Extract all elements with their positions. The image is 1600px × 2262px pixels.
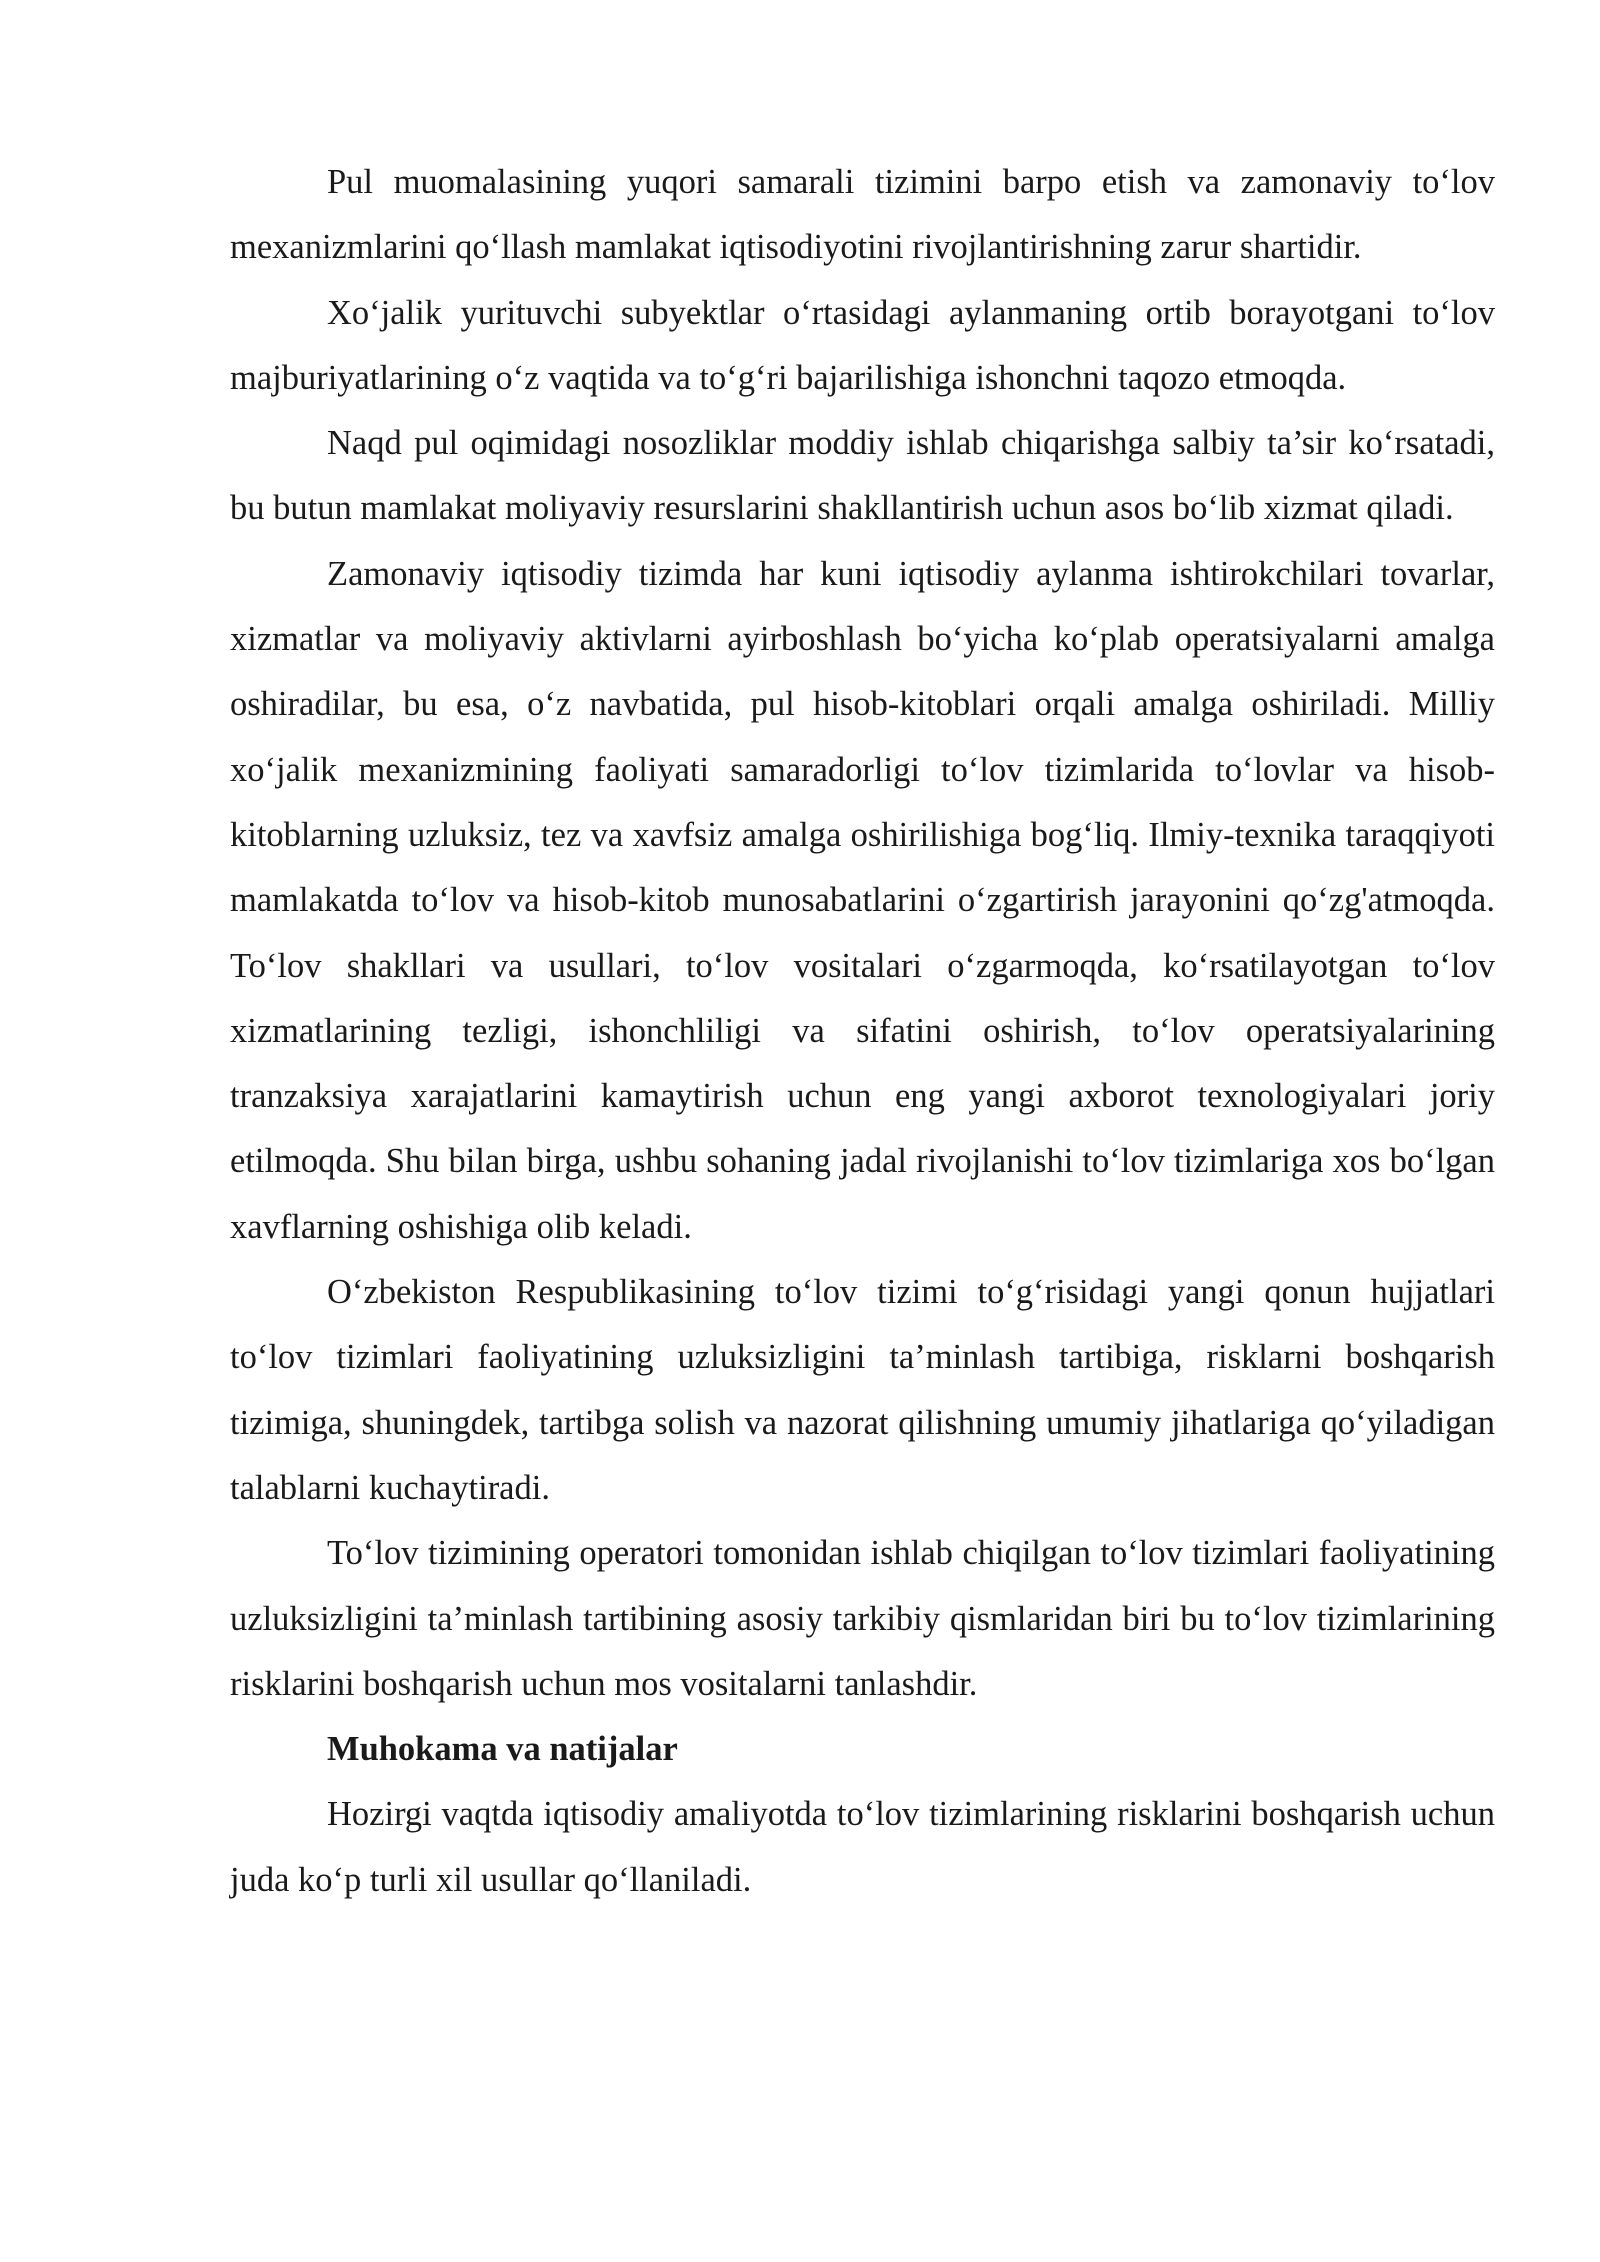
section-heading: Muhokama va natijalar (327, 1730, 678, 1769)
paragraph-1: Pul muomalasining yuqori samarali tizimini barpo etish va zamonaviy to‘lov mexanizmlarini qo‘llash mamlakat iqtisodiyotini rivojlantirishning zarur shartidir. (230, 163, 1495, 267)
paragraph-4: Zamonaviy iqtisodiy tizimda har kuni iqtisodiy aylanma ishtirokchilari tovarlar, xizmatlar va moliyaviy aktivlarni ayirboshlash bo‘yicha ko‘plab operatsiyalarni amalga oshiradilar, bu esa, o‘z navbatida, pul hisob-kitoblari orqali amalga oshiriladi. Milliy xo‘jalik mexanizmining faoliyati samaradorligi to‘lov tizimlarida to‘lovlar va hisob-kitoblarning uzluksiz, tez va xavfsiz amalga oshirilishiga bog‘liq. Ilmiy-texnika taraqqiyoti mamlakatda to‘lov va hisob-kitob munosabatlarini o‘zgartirish jarayonini qo‘zg'atmoqda. To‘lov shakllari va usullari, to‘lov vositalari o‘zgarmoqda, ko‘rsatilayotgan to‘lov xizmatlarining tezligi, ishonchliligi va sifatini oshirish, to‘lov operatsiyalarining tranzaksiya xarajatlarini kamaytirish uchun eng yangi axborot texnologiyalari joriy etilmoqda. Shu bilan birga, ushbu sohaning jadal rivojlanishi to‘lov tizimlariga xos bo‘lgan xavflarning oshishiga olib keladi. (230, 554, 1495, 1246)
paragraph-6: To‘lov tizimining operatori tomonidan ishlab chiqilgan to‘lov tizimlari faoliyatining uzluksizligini ta’minlash tartibining asosiy tarkibiy qismlaridan biri bu to‘lov tizimlarining risklarini boshqarish uchun mos vositalarni tanlashdir. (230, 1534, 1495, 1703)
paragraph-5: O‘zbekiston Respublikasining to‘lov tizimi to‘g‘risidagi yangi qonun hujjatlari to‘lov tizimlari faoliyatining uzluksizligini ta’minlash tartibiga, risklarni boshqarish tizimiga, shuningdek, tartibga solish va nazorat qilishning umumiy jihatlariga qo‘yiladigan talablarni kuchaytiradi. (230, 1273, 1495, 1507)
document-page (230, 150, 1495, 1913)
paragraph-2: Xo‘jalik yurituvchi subyektlar o‘rtasidagi aylanmaning ortib borayotgani to‘lov majburiyatlarining o‘z vaqtida va to‘g‘ri bajarilishiga ishonchni taqozo etmoqda. (230, 293, 1495, 397)
paragraph-7: Hozirgi vaqtda iqtisodiy amaliyotda to‘lov tizimlarining risklarini boshqarish uchun juda ko‘p turli xil usullar qo‘llaniladi. (230, 1795, 1495, 1899)
paragraph-3: Naqd pul oqimidagi nosozliklar moddiy ishlab chiqarishga salbiy ta’sir ko‘rsatadi, bu butun mamlakat moliyaviy resurslarini shakllantirish uchun asos bo‘lib xizmat qiladi. (230, 424, 1495, 528)
